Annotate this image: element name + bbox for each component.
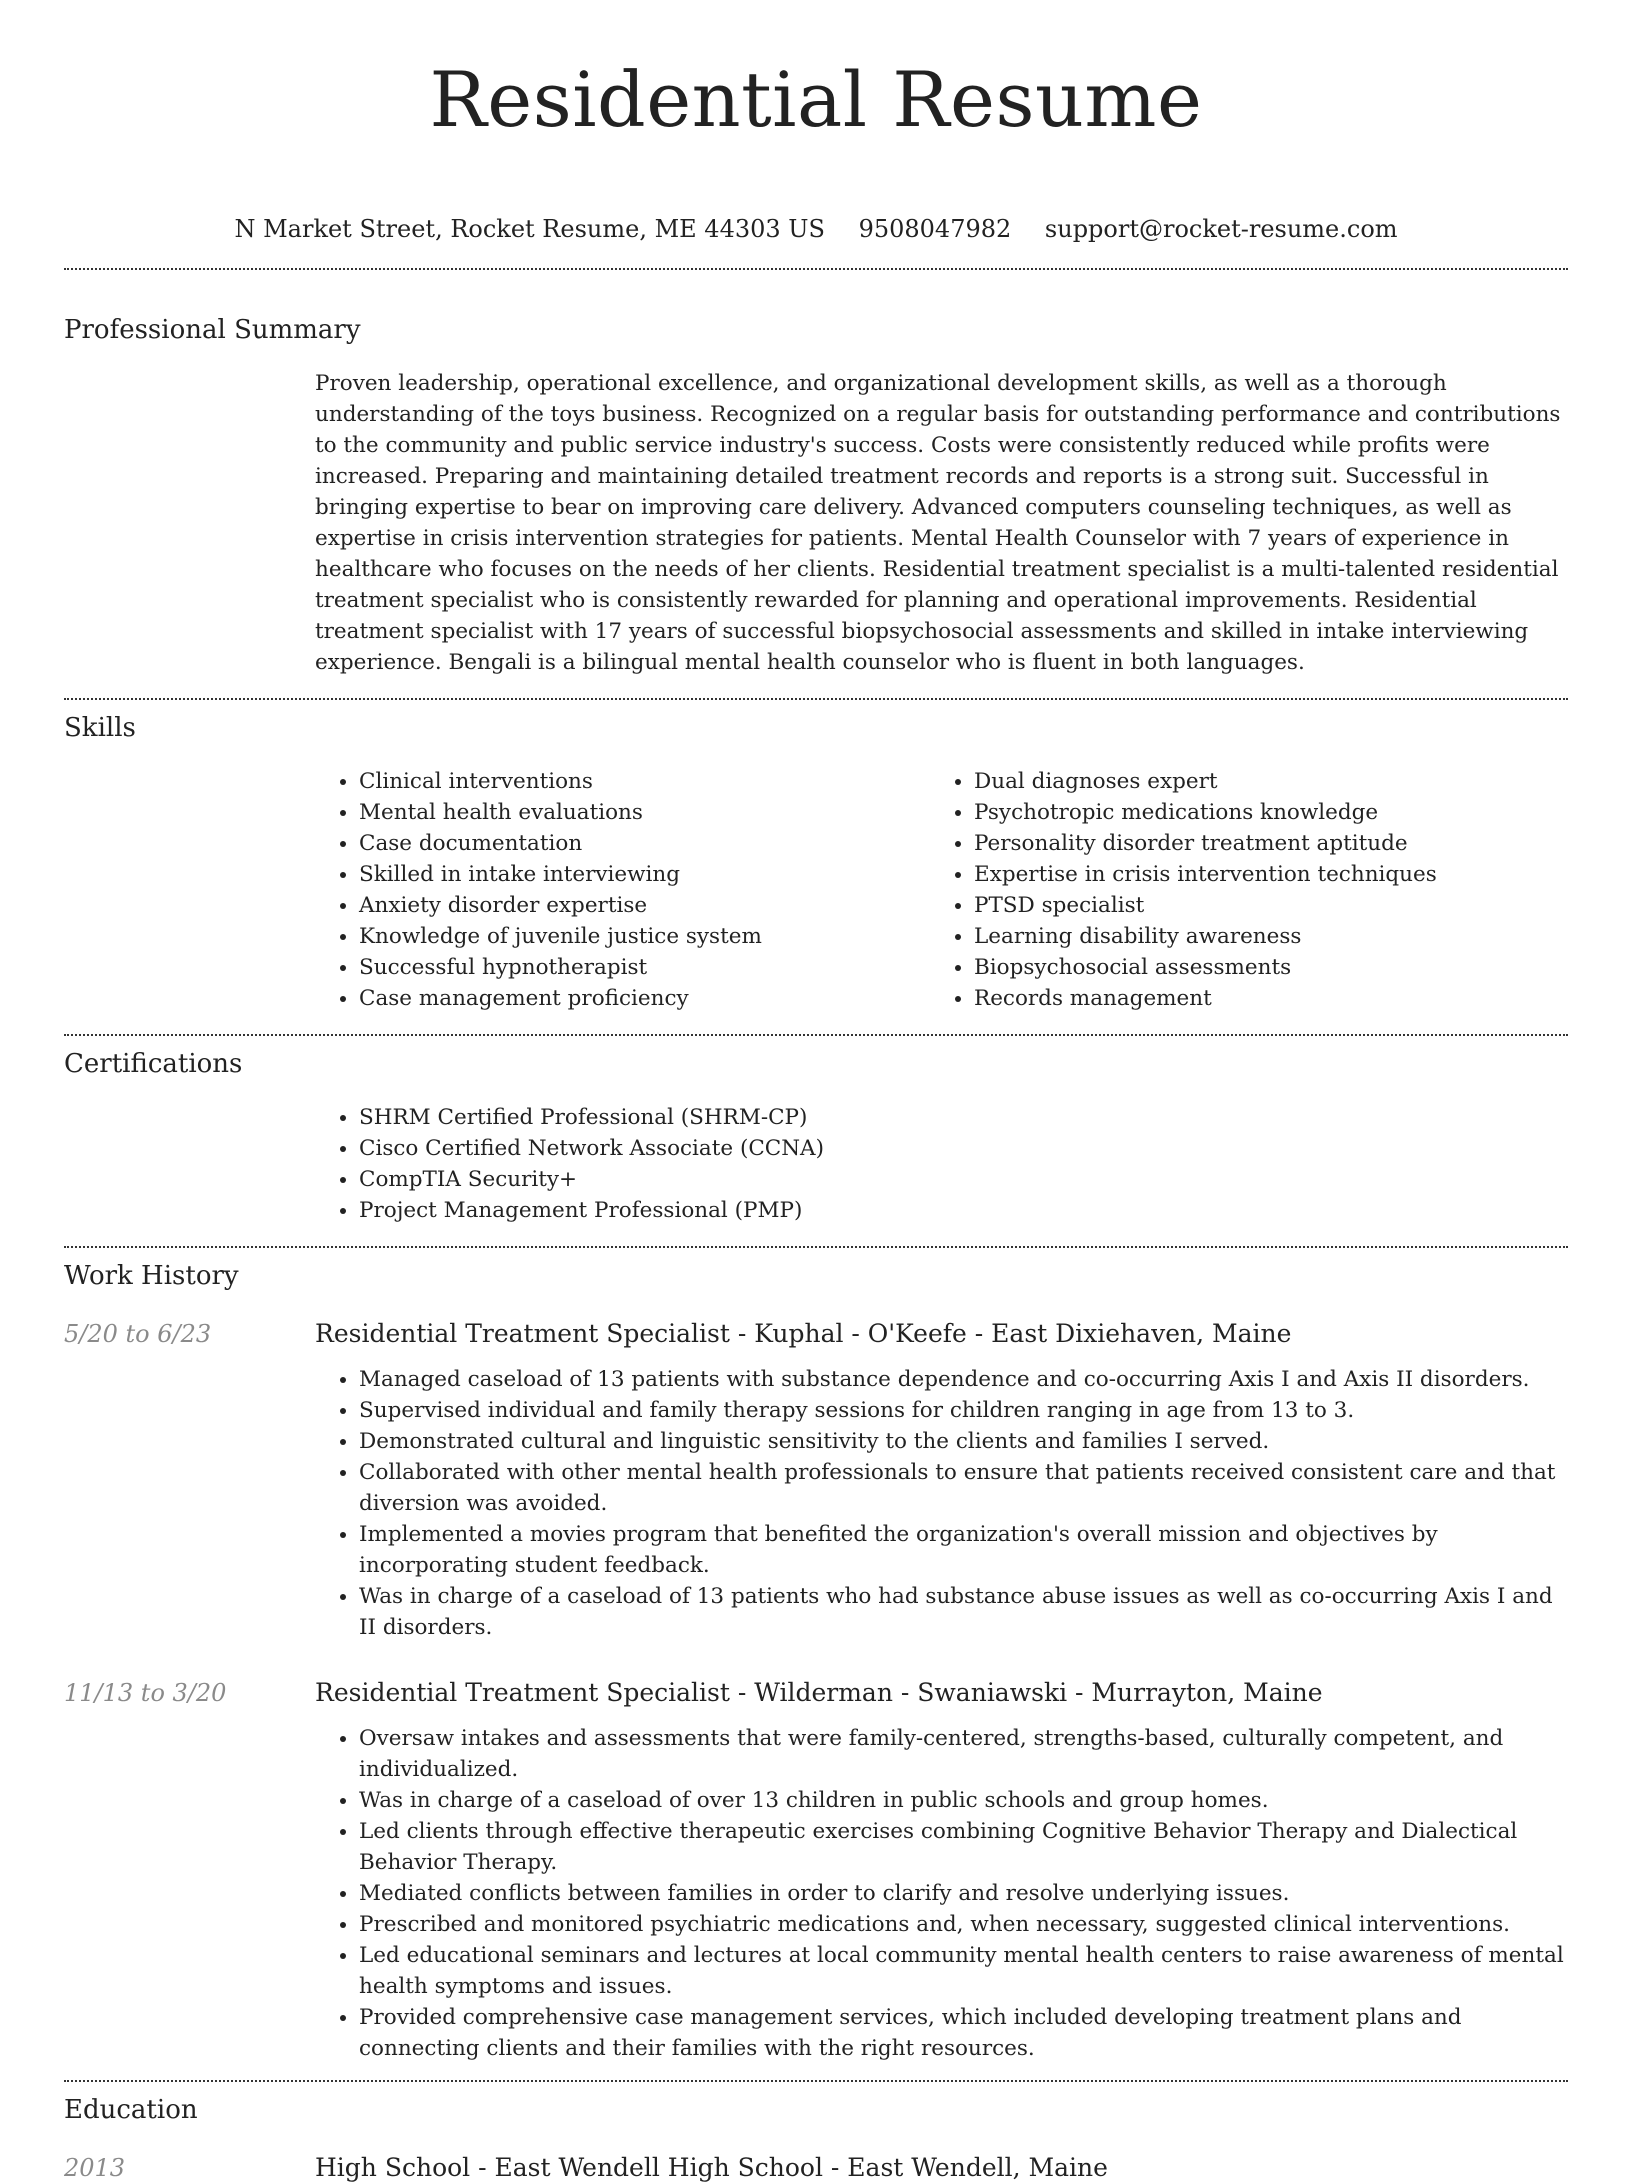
certification-item: • CompTIA Security+ xyxy=(359,1164,1568,1195)
job-bullets xyxy=(315,1723,1568,2064)
summary-heading: Professional Summary xyxy=(64,315,361,345)
skill-item: • Records management xyxy=(974,983,1545,1014)
skill-item: • Mental health evaluations xyxy=(359,797,930,828)
job-bullet: • Supervised individual and family therapy sessions for children ranging in age from 13 to 3. xyxy=(359,1395,1568,1426)
skill-item: • Anxiety disorder expertise xyxy=(359,890,930,921)
skills-heading: Skills xyxy=(64,713,136,743)
job-bullet: • Led clients through effective therapeutic exercises combining Cognitive Behavior Therapy and Dialectical Behavior Therapy. xyxy=(359,1816,1568,1878)
certification-item: • Project Management Professional (PMP) xyxy=(359,1195,1568,1226)
skill-item: • PTSD specialist xyxy=(974,890,1545,921)
skill-item: • Knowledge of juvenile justice system xyxy=(359,921,930,952)
education-heading: Education xyxy=(64,2095,198,2125)
job-bullet: • Implemented a movies program that benefited the organization's overall mission and objectives by incorporating student feedback. xyxy=(359,1519,1568,1581)
job-bullet: • Mediated conflicts between families in order to clarify and resolve underlying issues. xyxy=(359,1878,1568,1909)
skill-item: • Skilled in intake interviewing xyxy=(359,859,930,890)
job-title: Residential Treatment Specialist - Wilderman - Swaniawski - Murrayton, Maine xyxy=(315,1678,1323,1707)
divider xyxy=(64,268,1568,270)
resume-title: Residential Resume xyxy=(429,55,1203,144)
job-details xyxy=(315,1318,1568,1643)
job-bullet: • Collaborated with other mental health professionals to ensure that patients received consistent care and that diversion was avoided. xyxy=(359,1457,1568,1519)
work-history-heading: Work History xyxy=(64,1261,239,1291)
job-bullet: • Was in charge of a caseload of over 13 children in public schools and group homes. xyxy=(359,1785,1568,1816)
certification-item: • SHRM Certified Professional (SHRM-CP) xyxy=(359,1102,1568,1133)
education-title: High School - East Wendell High School - East Wendell, Maine xyxy=(315,2153,1108,2182)
skill-item: • Clinical interventions xyxy=(359,766,930,797)
job-entry xyxy=(64,1677,1568,2064)
skill-item: • Dual diagnoses expert xyxy=(974,766,1545,797)
skill-item: • Successful hypnotherapist xyxy=(359,952,930,983)
job-bullet: • Was in charge of a caseload of 13 patients who had substance abuse issues as well as co-occurring Axis I and II disorders. xyxy=(359,1581,1568,1643)
skills-column-left xyxy=(315,766,930,1014)
summary-text: Proven leadership, operational excellence, and organizational development skills, as well as a thorough understanding of the toys business. Recognized on a regular basis for outstanding performance and contributions to the community and public service industry's success. Costs were consistently reduced while profits were increased. Preparing and maintaining detailed treatment records and reports is a strong suit. Successful in bringing expertise to bear on improving care delivery. Advanced computers counseling techniques, as well as expertise in crisis intervention strategies for patients. Mental Health Counselor with 7 years of experience in healthcare who focuses on the needs of her clients. Residential treatment specialist is a multi-talented residential treatment specialist who is consistently rewarded for planning and operational improvements. Residential treatment specialist with 17 years of successful biopsychosocial assessments and skilled in intake interviewing experience. Bengali is a bilingual mental health counselor who is fluent in both languages. xyxy=(315,371,1561,675)
job-bullet: • Oversaw intakes and assessments that were family-centered, strengths-based, culturally competent, and individualized. xyxy=(359,1723,1568,1785)
skill-item: • Expertise in crisis intervention techniques xyxy=(974,859,1545,890)
skills-list xyxy=(315,766,1568,1014)
job-bullets xyxy=(315,1364,1568,1643)
education-entry xyxy=(64,2152,1568,2184)
skill-item: • Case management proficiency xyxy=(359,983,930,1014)
contact-line xyxy=(64,214,1568,244)
divider xyxy=(64,1246,1568,1248)
job-details xyxy=(315,1677,1568,2064)
job-dates: 11/13 to 3/20 xyxy=(64,1679,227,1707)
skill-item: • Case documentation xyxy=(359,828,930,859)
job-dates: 5/20 to 6/23 xyxy=(64,1320,212,1348)
contact-email: support@rocket-resume.com xyxy=(1044,215,1398,243)
contact-address: N Market Street, Rocket Resume, ME 44303 US xyxy=(234,215,825,243)
certifications-heading: Certifications xyxy=(64,1049,243,1079)
divider xyxy=(64,2080,1568,2082)
divider xyxy=(64,1034,1568,1036)
skill-item: • Biopsychosocial assessments xyxy=(974,952,1545,983)
skill-item: • Psychotropic medications knowledge xyxy=(974,797,1545,828)
certifications-list xyxy=(315,1102,1568,1226)
contact-phone: 9508047982 xyxy=(858,215,1012,243)
job-bullet: • Demonstrated cultural and linguistic sensitivity to the clients and families I served. xyxy=(359,1426,1568,1457)
job-title: Residential Treatment Specialist - Kuphal - O'Keefe - East Dixiehaven, Maine xyxy=(315,1319,1292,1348)
education-details xyxy=(315,2152,1568,2184)
education-year: 2013 xyxy=(64,2154,126,2182)
job-bullet: • Prescribed and monitored psychiatric medications and, when necessary, suggested clinical interventions. xyxy=(359,1909,1568,1940)
job-bullet: • Led educational seminars and lectures at local community mental health centers to raise awareness of mental health symptoms and issues. xyxy=(359,1940,1568,2002)
skill-item: • Learning disability awareness xyxy=(974,921,1545,952)
resume-page xyxy=(64,0,1568,2184)
skill-item: • Personality disorder treatment aptitude xyxy=(974,828,1545,859)
job-bullet: • Managed caseload of 13 patients with substance dependence and co-occurring Axis I and Axis II disorders. xyxy=(359,1364,1568,1395)
job-entry xyxy=(64,1318,1568,1643)
certification-item: • Cisco Certified Network Associate (CCNA) xyxy=(359,1133,1568,1164)
job-bullet: • Provided comprehensive case management services, which included developing treatment plans and connecting clients and their families with the right resources. xyxy=(359,2002,1568,2064)
divider xyxy=(64,698,1568,700)
skills-column-right xyxy=(930,766,1545,1014)
